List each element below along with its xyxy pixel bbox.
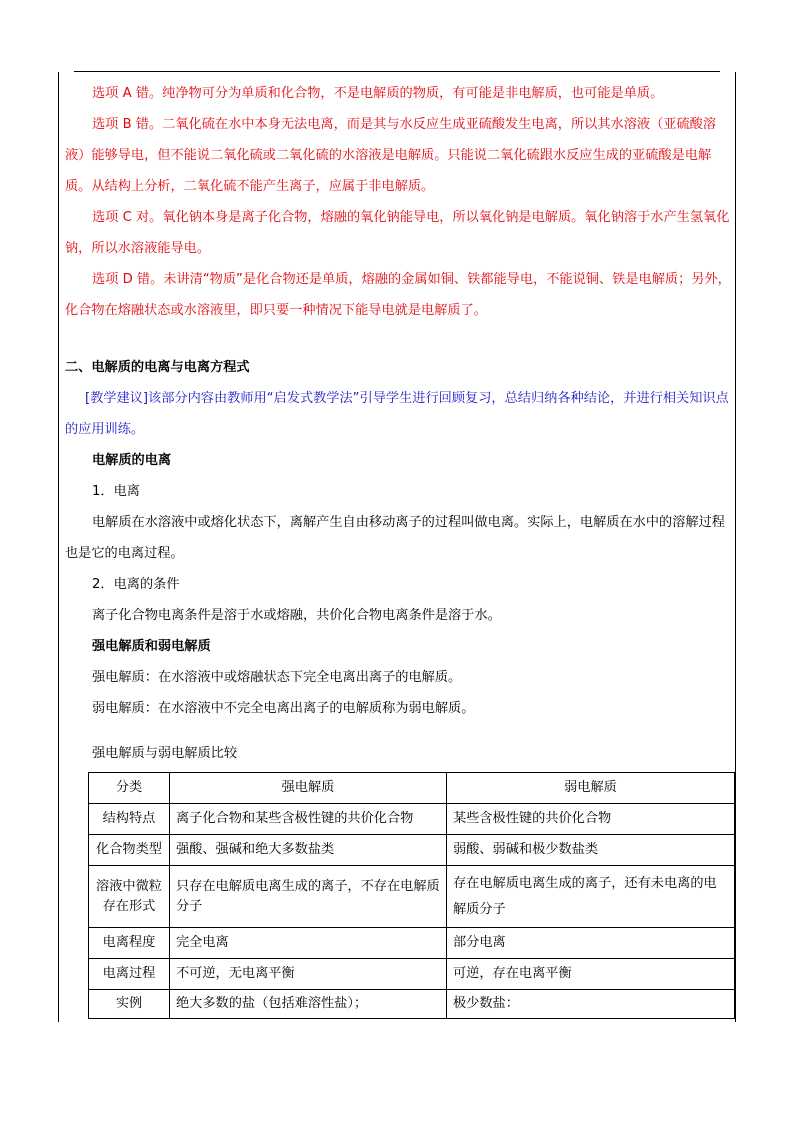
table-row — [89, 959, 735, 990]
option-c-explanation: 选项 C 对。氧化钠本身是离子化合物，熔融的氧化钠能导电，所以氧化钠是电解质。氧化钠溶于水产生氢氧化钠，所以水溶液能导电。 — [65, 210, 730, 256]
table-cell: 电离程度 — [89, 928, 170, 959]
table-caption: 强电解质与弱电解质比较 — [92, 746, 238, 761]
table-cell: 强酸、强碱和绝大多数盐类 — [170, 835, 447, 866]
ionization-heading: 电解质的电离 — [92, 453, 172, 468]
item1-label: 1．电离 — [92, 484, 140, 499]
section-title: 二、电解质的电离与电离方程式 — [65, 360, 250, 375]
table-header-row — [89, 773, 735, 804]
table-row — [89, 866, 735, 928]
table-row — [89, 990, 735, 1019]
item1-text: 电解质在水溶液中或熔化状态下，离解产生自由移动离子的过程叫做电离。实际上，电解质在水中的溶解过程也是它的电离过程。 — [65, 515, 725, 561]
strong-weak-heading: 强电解质和弱电解质 — [92, 639, 211, 654]
table-cell: 结构特点 — [89, 804, 170, 835]
item2-text: 离子化合物电离条件是溶于水或熔融，共价化合物电离条件是溶于水。 — [92, 608, 501, 623]
table-cell: 极少数盐： — [447, 990, 735, 1019]
table-header-cell: 分类 — [89, 773, 170, 804]
table-header-cell: 强电解质 — [170, 773, 447, 804]
weak-electrolyte-definition: 弱电解质：在水溶液中不完全电离出离子的电解质称为弱电解质。 — [92, 701, 475, 716]
table-row — [89, 804, 735, 835]
strong-electrolyte-definition: 强电解质：在水溶液中或熔融状态下完全电离出离子的电解质。 — [92, 670, 462, 685]
table-cell: 化合物类型 — [89, 835, 170, 866]
table-cell: 部分电离 — [447, 928, 735, 959]
table-cell: 只存在电解质电离生成的离子，不存在电解质分子 — [170, 866, 447, 928]
table-cell: 离子化合物和某些含极性键的共价化合物 — [170, 804, 447, 835]
table-cell: 可逆，存在电离平衡 — [447, 959, 735, 990]
table-row — [89, 928, 735, 959]
option-b-explanation: 选项 B 错。二氧化硫在水中本身无法电离，而是其与水反应生成亚硫酸发生电离，所以其水溶液（亚硫酸溶液）能够导电，但不能说二氧化硫或二氧化硫的水溶液是电解质。只能说二氧化硫跟水反应生成的亚硫酸是电解质。从结构上分析，二氧化硫不能产生离子，应属于非电解质。 — [65, 117, 717, 194]
table-header-cell: 弱电解质 — [447, 773, 735, 804]
comparison-table — [88, 772, 735, 1019]
table-cell: 存在电解质电离生成的离子，还有未电离的电解质分子 — [447, 866, 735, 928]
table-cell: 不可逆，无电离平衡 — [170, 959, 447, 990]
table-cell: 溶液中微粒存在形式 — [89, 866, 170, 928]
option-d-explanation: 选项 D 错。未讲清“物质”是化合物还是单质，熔融的金属如铜、铁都能导电，不能说铜、铁是电解质；另外，化合物在熔融状态或水溶液里，即只要一种情况下能导电就是电解质了。 — [65, 272, 731, 318]
table-cell: 完全电离 — [170, 928, 447, 959]
option-a-explanation: 选项 A 错。纯净物可分为单质和化合物，不是电解质的物质，有可能是非电解质，也可能是单质。 — [92, 86, 664, 101]
table-cell: 实例 — [89, 990, 170, 1019]
table-cell: 弱酸、弱碱和极少数盐类 — [447, 835, 735, 866]
table-row — [89, 835, 735, 866]
table-cell: 绝大多数的盐（包括难溶性盐）； — [170, 990, 447, 1019]
table-cell: 电离过程 — [89, 959, 170, 990]
document-body — [65, 78, 731, 764]
teaching-suggestion: [教学建议]该部分内容由教师用“启发式教学法”引导学生进行回顾复习，总结归纳各种结论，并进行相关知识点的应用训练。 — [65, 391, 729, 437]
item2-label: 2．电离的条件 — [92, 577, 180, 592]
table-cell: 某些含极性键的共价化合物 — [447, 804, 735, 835]
